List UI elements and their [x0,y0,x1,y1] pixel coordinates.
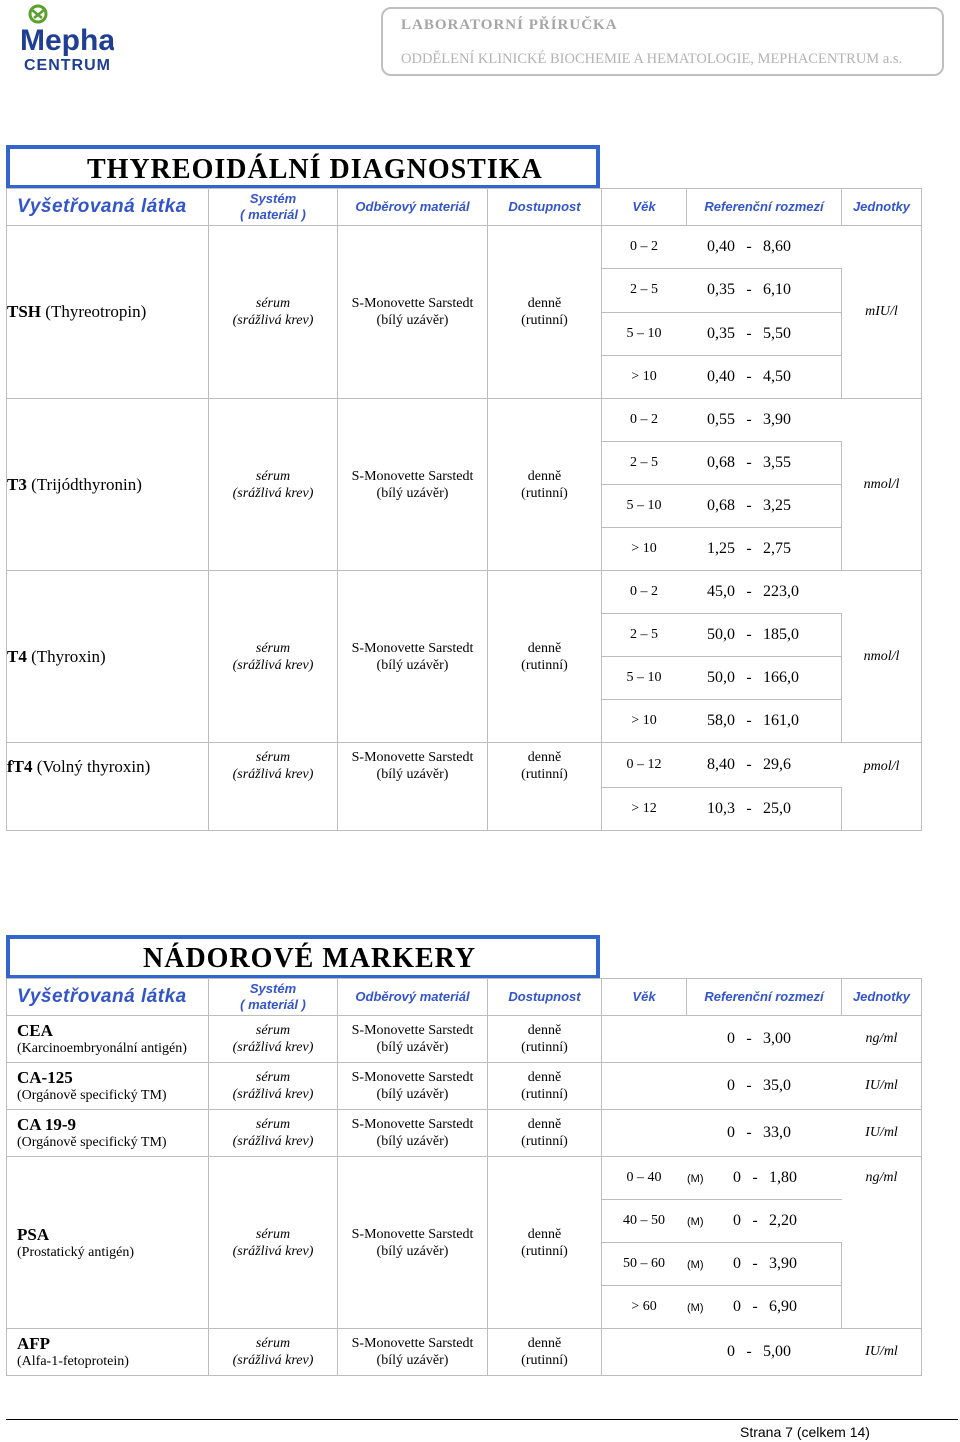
age-cell: 0 – 40 [602,1157,687,1200]
tube-cell: S-Monovette Sarstedt (bílý uzávěr) [338,399,488,571]
tube-cell: S-Monovette Sarstedt (bílý uzávěr) [338,1016,488,1063]
unit-cell: mIU/l [842,226,922,399]
material-cell: sérum (srážlivá krev) [209,1016,338,1063]
markers-header-row [7,979,922,1016]
page-number: Strana 7 (celkem 14) [740,1424,870,1440]
tube-cell: S-Monovette Sarstedt (bílý uzávěr) [338,226,488,399]
table-row [7,1016,922,1063]
t3-name: T3 (Trijódthyronin) [7,399,209,571]
ref-cell: 50,0 - 185,0 [687,614,842,657]
col-availability: Dostupnost [488,979,602,1016]
material-cell: sérum (srážlivá krev) [209,571,338,743]
age-cell [602,1063,687,1110]
unit-cell: IU/ml [842,1329,922,1376]
age-cell: 50 – 60 [602,1243,687,1286]
unit-cell: ng/ml [842,1016,922,1063]
logo-mark-icon [18,4,114,74]
age-cell [602,1329,687,1376]
col-reference: Referenční rozmezí [687,979,842,1016]
ref-cell: 8,40 - 29,6 [687,743,842,788]
age-cell [602,1016,687,1063]
ref-cell: 0 - 3,00 [687,1016,842,1063]
age-cell: 2 – 5 [602,442,687,485]
age-cell: > 60 [602,1286,687,1329]
ref-cell: 1,25 - 2,75 [687,528,842,571]
ref-cell: 0,68 - 3,25 [687,485,842,528]
psa-name: PSA (Prostatický antigén) [7,1157,209,1329]
age-cell: 40 – 50 [602,1200,687,1243]
ref-cell: 0 - 35,0 [687,1063,842,1110]
col-age: Věk [602,189,687,226]
availability-cell: denně (rutinní) [488,1016,602,1063]
age-cell: 5 – 10 [602,312,687,355]
age-cell: > 10 [602,528,687,571]
col-sample: Odběrový materiál [338,979,488,1016]
ca199-name: CA 19-9 (Orgánově specifický TM) [7,1110,209,1157]
t4-name: T4 (Thyroxin) [7,571,209,743]
material-cell: sérum (srážlivá krev) [209,226,338,399]
thyroid-header-row [7,189,922,226]
ref-cell: 0,35 - 5,50 [687,312,842,355]
availability-cell: denně (rutinní) [488,399,602,571]
ref-cell: 0,68 - 3,55 [687,442,842,485]
manual-title: LABORATORNÍ PŘÍRUČKA [401,17,618,33]
header-box [381,7,944,76]
age-cell: 0 – 2 [602,571,687,614]
mephacentrum-logo [18,4,114,74]
table-row [7,1110,922,1157]
ref-cell: 0,55 - 3,90 [687,399,842,442]
material-cell: sérum (srážlivá krev) [209,1157,338,1329]
availability-cell: denně (rutinní) [488,1110,602,1157]
markers-table [6,978,922,1376]
col-substance: Vyšetřovaná látka [7,189,209,226]
col-system: Systém ( materiál ) [209,979,338,1016]
availability-cell: denně (rutinní) [488,1063,602,1110]
material-cell: sérum (srážlivá krev) [209,399,338,571]
table-row [7,226,922,269]
table-row [7,1157,922,1200]
ref-cell: (M) 0 - 2,20 [687,1200,842,1243]
unit-cell: pmol/l [842,743,922,831]
age-cell: 0 – 2 [602,226,687,269]
material-cell: sérum (srážlivá krev) [209,1329,338,1376]
col-system: Systém ( materiál ) [209,189,338,226]
ref-cell: (M) 0 - 3,90 [687,1243,842,1286]
availability-cell: denně (rutinní) [488,743,602,831]
col-age: Věk [602,979,687,1016]
col-units: Jednotky [842,189,922,226]
unit-cell [842,1200,922,1329]
thyroid-table [6,188,922,831]
age-cell: > 12 [602,788,687,831]
tsh-name: TSH (Thyreotropin) [7,226,209,399]
age-cell [602,1110,687,1157]
table-row [7,399,922,442]
availability-cell: denně (rutinní) [488,1157,602,1329]
ref-cell: 45,0 - 223,0 [687,571,842,614]
table-row [7,743,922,788]
tube-cell: S-Monovette Sarstedt (bílý uzávěr) [338,1110,488,1157]
ref-cell: 0 - 33,0 [687,1110,842,1157]
age-cell: 2 – 5 [602,614,687,657]
ref-cell: (M) 0 - 1,80 [687,1157,842,1200]
ref-cell: 0 - 5,00 [687,1329,842,1376]
age-cell: 5 – 10 [602,657,687,700]
tube-cell: S-Monovette Sarstedt (bílý uzávěr) [338,743,488,831]
availability-cell: denně (rutinní) [488,1329,602,1376]
age-cell: > 10 [602,700,687,743]
svg-text:Mepha: Mepha [20,24,114,57]
thyroid-title-text: THYREOIDÁLNÍ DIAGNOSTIKA [87,154,543,185]
ref-cell: 58,0 - 161,0 [687,700,842,743]
table-row [7,1063,922,1110]
unit-cell: IU/ml [842,1063,922,1110]
ref-cell: 10,3 - 25,0 [687,788,842,831]
age-cell: 0 – 2 [602,399,687,442]
col-substance: Vyšetřovaná látka [7,979,209,1016]
age-cell: 5 – 10 [602,485,687,528]
ref-cell: 0,35 - 6,10 [687,269,842,312]
age-cell: 0 – 12 [602,743,687,788]
section-title-markers [6,935,600,979]
footer-divider [6,1419,958,1420]
unit-cell: IU/ml [842,1110,922,1157]
col-reference: Referenční rozmezí [687,189,842,226]
material-cell: sérum (srážlivá krev) [209,1110,338,1157]
markers-title-text: NÁDOROVÉ MARKERY [143,943,477,974]
ft4-name: fT4 (Volný thyroxin) [7,743,209,831]
unit-cell: nmol/l [842,399,922,571]
ref-cell: 0,40 - 4,50 [687,355,842,398]
availability-cell: denně (rutinní) [488,226,602,399]
age-cell: 2 – 5 [602,269,687,312]
material-cell: sérum (srážlivá krev) [209,1063,338,1110]
ref-cell: (M) 0 - 6,90 [687,1286,842,1329]
afp-name: AFP (Alfa-1-fetoprotein) [7,1329,209,1376]
section-title-thyroid [6,145,600,189]
unit-cell: nmol/l [842,571,922,743]
ref-cell: 0,40 - 8,60 [687,226,842,269]
col-sample: Odběrový materiál [338,189,488,226]
ref-cell: 50,0 - 166,0 [687,657,842,700]
department-subtitle: ODDĚLENÍ KLINICKÉ BIOCHEMIE A HEMATOLOGIE, MEPHACENTRUM a.s. [401,51,903,67]
ca125-name: CA-125 (Orgánově specifický TM) [7,1063,209,1110]
tube-cell: S-Monovette Sarstedt (bílý uzávěr) [338,1157,488,1329]
tube-cell: S-Monovette Sarstedt (bílý uzávěr) [338,571,488,743]
cea-name: CEA (Karcinoembryonální antigén) [7,1016,209,1063]
table-row [7,1329,922,1376]
availability-cell: denně (rutinní) [488,571,602,743]
tube-cell: S-Monovette Sarstedt (bílý uzávěr) [338,1329,488,1376]
svg-text:CENTRUM: CENTRUM [24,57,111,74]
unit-cell: ng/ml [842,1157,922,1200]
tube-cell: S-Monovette Sarstedt (bílý uzávěr) [338,1063,488,1110]
material-cell: sérum (srážlivá krev) [209,743,338,831]
col-units: Jednotky [842,979,922,1016]
col-availability: Dostupnost [488,189,602,226]
table-row [7,571,922,614]
age-cell: > 10 [602,355,687,398]
